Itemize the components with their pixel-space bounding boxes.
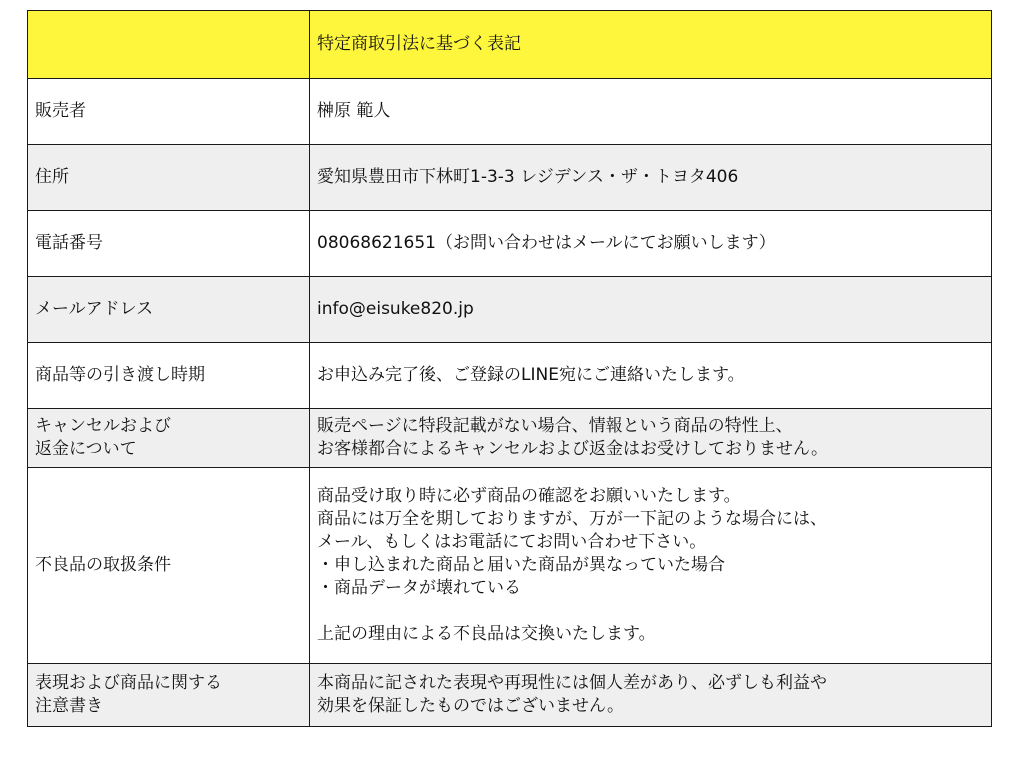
row-value: お申込み完了後、ご登録のLINE宛にご連絡いたします。 (310, 343, 992, 409)
row-label: メールアドレス (28, 277, 310, 343)
commerce-law-table (27, 10, 992, 727)
row-value: 商品受け取り時に必ず商品の確認をお願いいたします。 商品には万全を期しておりますが、万が一下記のような場合には、 メール、もしくはお電話にてお問い合わせ下さい。 ・申し込まれた商品と届いた商品が異なっていた場合 ・商品データが壊れている 上記の理由による不良品は交換いたします。 (310, 468, 992, 664)
table-row-cancellation (28, 409, 992, 468)
table-row-email (28, 277, 992, 343)
table-row-defective-goods (28, 468, 992, 664)
row-label: 住所 (28, 145, 310, 211)
table-header-row (28, 11, 992, 79)
table-row-address (28, 145, 992, 211)
row-label: 電話番号 (28, 211, 310, 277)
header-empty-cell (28, 11, 310, 79)
table-title: 特定商取引法に基づく表記 (310, 11, 992, 79)
table-row-seller (28, 79, 992, 145)
row-label: 商品等の引き渡し時期 (28, 343, 310, 409)
table-row-delivery-time (28, 343, 992, 409)
row-label: 表現および商品に関する 注意書き (28, 664, 310, 727)
row-value: info@eisuke820.jp (310, 277, 992, 343)
row-label: 販売者 (28, 79, 310, 145)
table-row-phone (28, 211, 992, 277)
row-value: 榊原 範人 (310, 79, 992, 145)
row-label: 不良品の取扱条件 (28, 468, 310, 664)
row-value: 販売ページに特段記載がない場合、情報という商品の特性上、 お客様都合によるキャンセルおよび返金はお受けしておりません。 (310, 409, 992, 468)
row-value: 08068621651（お問い合わせはメールにてお願いします） (310, 211, 992, 277)
table-row-disclaimer (28, 664, 992, 727)
row-label: キャンセルおよび 返金について (28, 409, 310, 468)
row-value: 愛知県豊田市下林町1-3-3 レジデンス・ザ・トヨタ406 (310, 145, 992, 211)
row-value: 本商品に記された表現や再現性には個人差があり、必ずしも利益や 効果を保証したものではございません。 (310, 664, 992, 727)
